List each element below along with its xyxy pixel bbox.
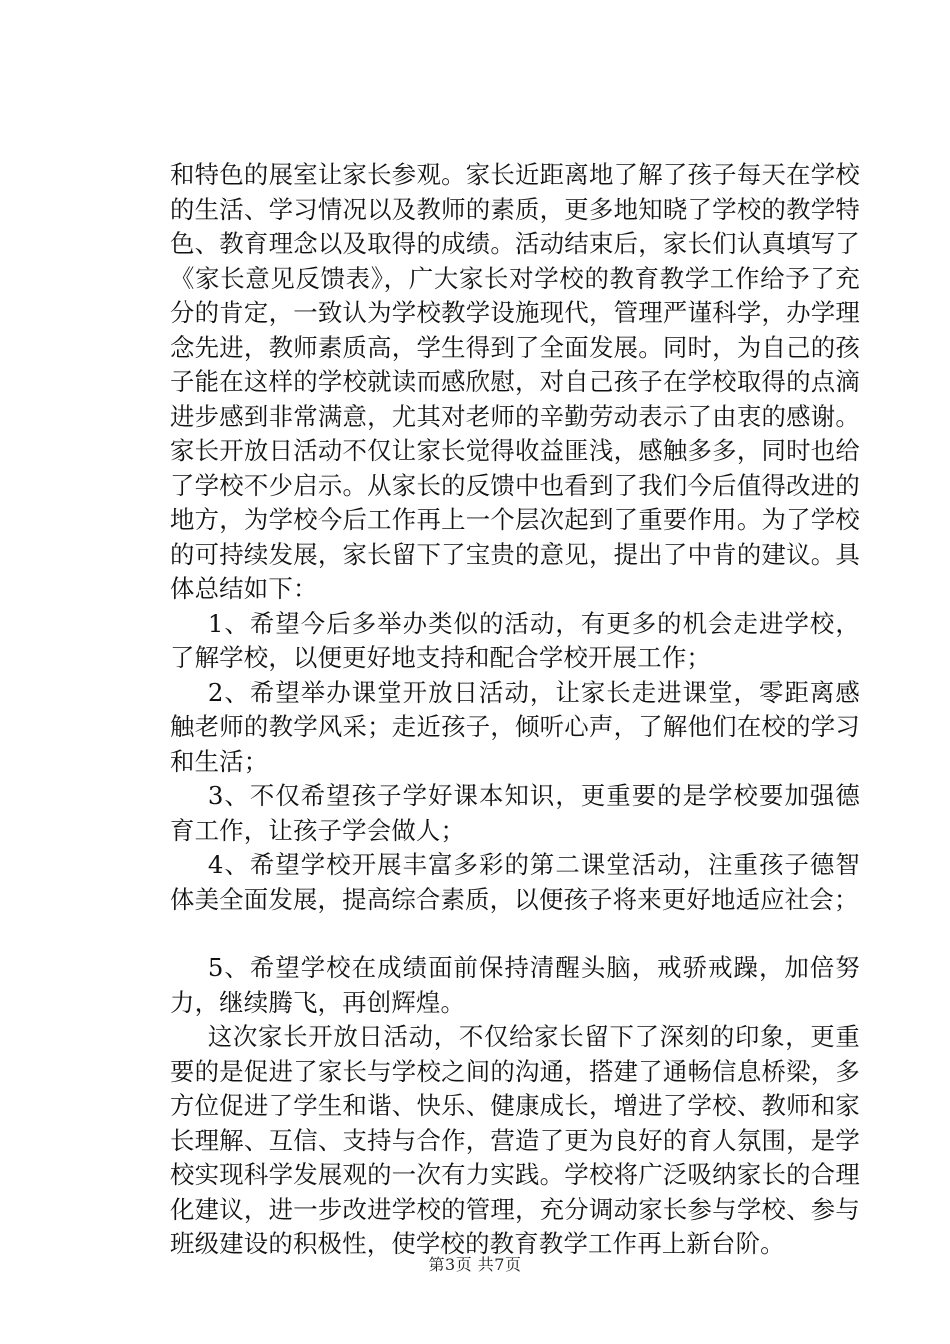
list-item-suggestion-2: 2、希望举办课堂开放日活动，让家长走进课堂，零距离感触老师的教学风采；走近孩子，倾听心声，了解他们在校的学习和生活； xyxy=(170,677,860,776)
paragraph-conclusion: 这次家长开放日活动，不仅给家长留下了深刻的印象，更重要的是促进了家长与学校之间的沟通，搭建了通畅信息桥梁，多方位促进了学生和谐、快乐、健康成长，增进了学校、教师和家长理解、互信、支持与合作，营造了更为良好的育人氛围，是学校实现科学发展观的一次有力实践。学校将广泛吸纳家长的合理化建议，进一步改进学校的管理，充分调动家长参与学校、参与班级建设的积极性，使学校的教育教学工作再上新台阶。 xyxy=(170,1022,860,1258)
document-body xyxy=(170,158,860,1262)
page-number-footer: 第3页 共7页 xyxy=(428,1255,522,1274)
list-item-suggestion-4: 4、希望学校开展丰富多彩的第二课堂活动，注重孩子德智体美全面发展，提高综合素质，以便孩子将来更好地适应社会； xyxy=(170,850,860,914)
list-item-suggestion-1: 1、希望今后多举办类似的活动，有更多的机会走进学校，了解学校，以便更好地支持和配合学校开展工作； xyxy=(170,608,860,672)
list-item-suggestion-3: 3、不仅希望孩子学好课本知识，更重要的是学校要加强德育工作，让孩子学会做人； xyxy=(170,781,860,845)
list-item-suggestion-5: 5、希望学校在成绩面前保持清醒头脑，戒骄戒躁，加倍努力，继续腾飞，再创辉煌。 xyxy=(170,953,860,1017)
paragraph-intro-continued: 和特色的展室让家长参观。家长近距离地了解了孩子每天在学校的生活、学习情况以及教师的素质，更多地知晓了学校的教学特色、教育理念以及取得的成绩。活动结束后，家长们认真填写了《家长意见反馈表》，广大家长对学校的教育教学工作给予了充分的肯定，一致认为学校教学设施现代，管理严谨科学，办学理念先进，教师素质高，学生得到了全面发展。同时，为自己的孩子能在这样的学校就读而感欣慰，对自己孩子在学校取得的点滴进步感到非常满意，尤其对老师的辛勤劳动表示了由衷的感谢。家长开放日活动不仅让家长觉得收益匪浅，感触多多，同时也给了学校不少启示。从家长的反馈中也看到了我们今后值得改进的地方，为学校今后工作再上一个层次起到了重要作用。为了学校的可持续发展，家长留下了宝贵的意见，提出了中肯的建议。具体总结如下： xyxy=(170,160,860,603)
